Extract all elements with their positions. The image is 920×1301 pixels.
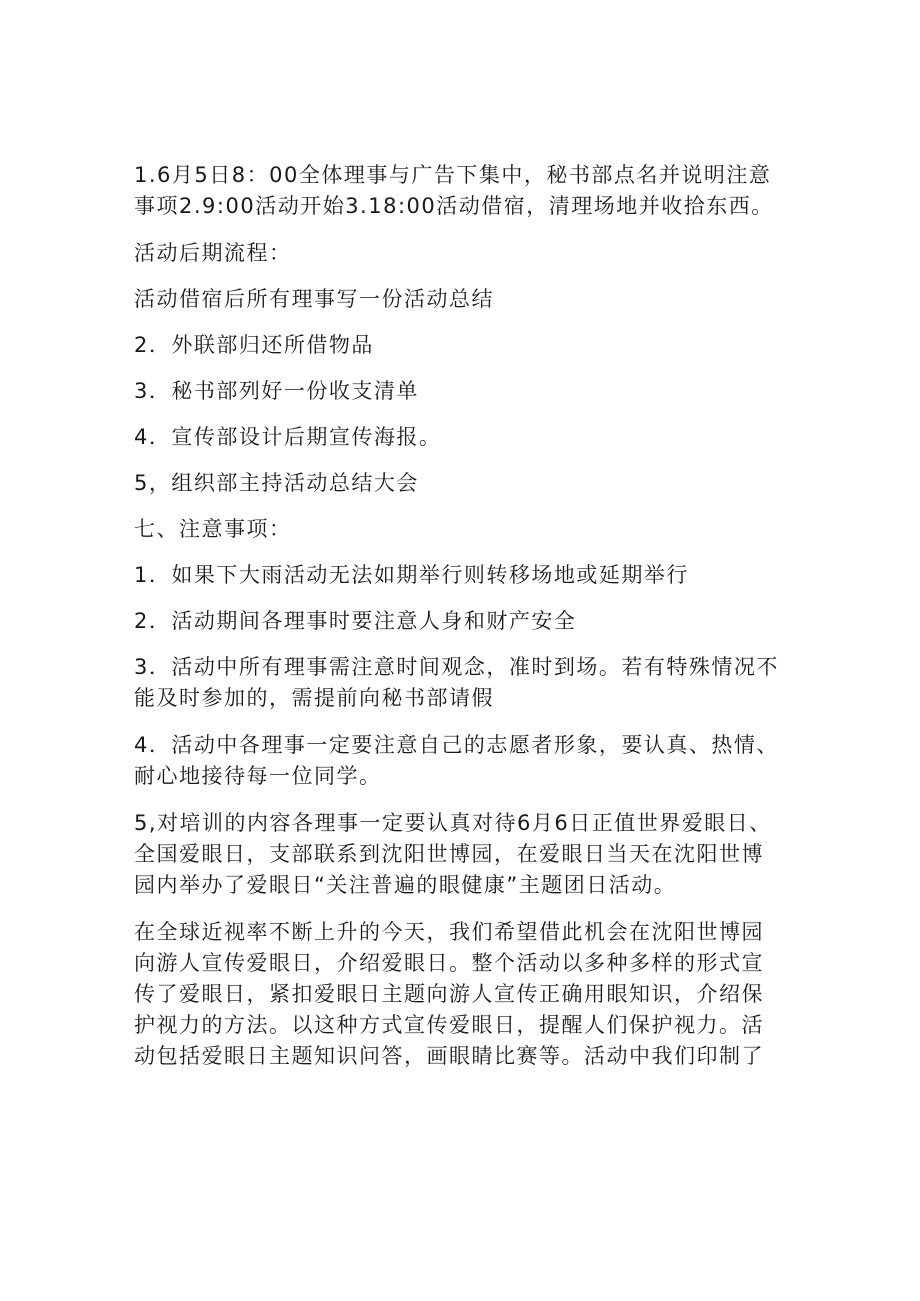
list-item: 2．外联部归还所借物品 xyxy=(134,333,374,357)
list-item: 4．活动中各理事一定要注意自己的志愿者形象，要认真、热情、耐心地接待每一位同学。 xyxy=(134,733,779,788)
list-item: 1．如果下大雨活动无法如期举行则转移场地或延期举行 xyxy=(134,563,689,587)
paragraph-eye-day: 在全球近视率不断上升的今天，我们希望借此机会在沈阳世博园向游人宣传爱眼日，介绍爱眼日。整个活动以多种多样的形式宣传了爱眼日，紧扣爱眼日主题向游人宣传正确用眼知识，介绍保护视力的方法。以这种方式宣传爱眼日，提醒人们保护视力。活动包括爱眼日主题知识问答，画眼睛比赛等。活动中我们印制了 xyxy=(134,920,764,1068)
list-item: 活动借宿后所有理事写一份活动总结 xyxy=(134,287,494,311)
list-item: 3．活动中所有理事需注意时间观念，准时到场。若有特殊情况不能及时参加的，需提前向秘书部请假 xyxy=(134,655,779,710)
paragraph-schedule: 1.6月5日8：00全体理事与广告下集中，秘书部点名并说明注意事项2.9:00活动开始3.18:00活动借宿，清理场地并收拾东西。 xyxy=(134,163,774,218)
list-item: 4．宣传部设计后期宣传海报。 xyxy=(134,425,442,449)
document-body xyxy=(134,160,784,1072)
list-item: 3．秘书部列好一份收支清单 xyxy=(134,379,419,403)
heading-post-activity: 活动后期流程： xyxy=(134,241,292,265)
heading-notes: 七、注意事项： xyxy=(134,517,292,541)
list-item: 2．活动期间各理事时要注意人身和财产安全 xyxy=(134,609,577,633)
list-item: 5,对培训的内容各理事一定要认真对待6月6日正值世界爱眼日、全国爱眼日，支部联系到沈阳世博园，在爱眼日当天在沈阳世博园内举办了爱眼日“关注普遍的眼健康”主题团日活动。 xyxy=(134,811,772,897)
list-item: 5，组织部主持活动总结大会 xyxy=(134,471,419,495)
